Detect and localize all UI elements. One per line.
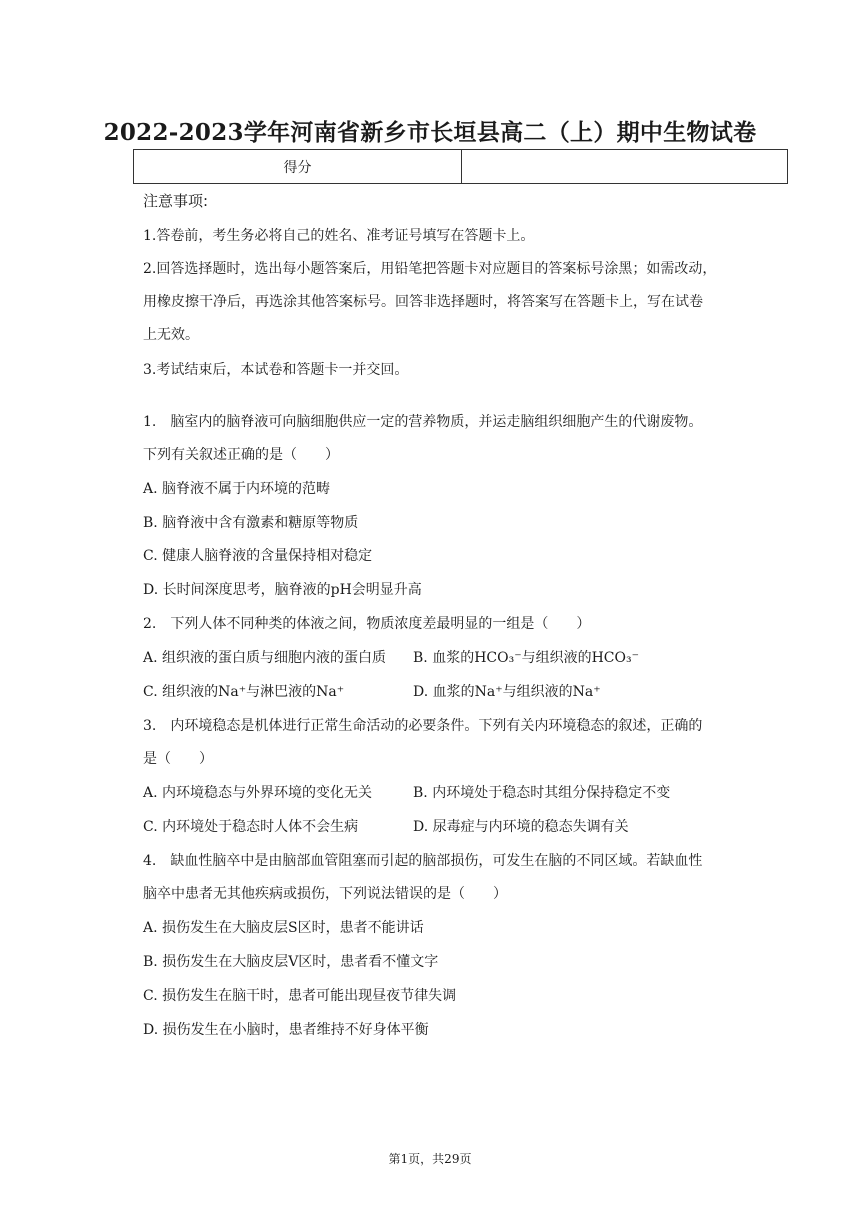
question-3-option-c: C. 内环境处于稳态时人体不会生病 [143, 819, 359, 835]
question-1-stem: 1. 脑室内的脑脊液可向脑细胞供应一定的营养物质，并运走脑组织细胞产生的代谢废物。 [143, 414, 703, 430]
question-2-option-a: A. 组织液的蛋白质与细胞内液的蛋白质 [143, 650, 387, 666]
score-table [133, 149, 788, 184]
question-3-stem-cont: 是（ ） [143, 751, 213, 767]
question-4-option-d: D. 损伤发生在小脑时，患者维持不好身体平衡 [143, 1022, 429, 1038]
page-title: 2022-2023学年河南省新乡市长垣县高二（上）期中生物试卷 [103, 119, 757, 146]
question-1-option-c: C. 健康人脑脊液的含量保持相对稳定 [143, 548, 373, 564]
notes-heading: 注意事项: [143, 192, 209, 210]
question-3-stem: 3. 内环境稳态是机体进行正常生命活动的必要条件。下列有关内环境稳态的叙述，正确的 [143, 718, 703, 734]
question-4-option-b: B. 损伤发生在大脑皮层V区时，患者看不懂文字 [143, 954, 439, 970]
question-1-option-b: B. 脑脊液中含有激素和糖原等物质 [143, 515, 359, 531]
question-2-option-d: D. 血浆的Na⁺与组织液的Na⁺ [413, 684, 601, 700]
question-1-option-d: D. 长时间深度思考，脑脊液的pH会明显升高 [143, 582, 422, 598]
notes-line: 1.答卷前，考生务必将自己的姓名、准考证号填写在答题卡上。 [143, 228, 535, 244]
score-label-cell: 得分 [134, 150, 462, 184]
notes-line: 用橡皮擦干净后，再选涂其他答案标号。回答非选择题时，将答案写在答题卡上，写在试卷 [143, 294, 703, 310]
notes-line: 3.考试结束后，本试卷和答题卡一并交回。 [143, 362, 409, 378]
question-3-option-b: B. 内环境处于稳态时其组分保持稳定不变 [413, 785, 671, 801]
question-2-stem: 2. 下列人体不同种类的体液之间，物质浓度差最明显的一组是（ ） [143, 616, 591, 632]
question-4-stem: 4. 缺血性脑卒中是由脑部血管阻塞而引起的脑部损伤，可发生在脑的不同区域。若缺血性 [143, 853, 703, 869]
notes-line: 上无效。 [143, 327, 199, 343]
question-2-option-c: C. 组织液的Na⁺与淋巴液的Na⁺ [143, 684, 345, 700]
question-2-option-b: B. 血浆的HCO₃⁻与组织液的HCO₃⁻ [413, 650, 639, 666]
score-value-cell [462, 150, 788, 184]
question-1-option-a: A. 脑脊液不属于内环境的范畴 [143, 481, 331, 497]
question-3-option-a: A. 内环境稳态与外界环境的变化无关 [143, 785, 373, 801]
question-1-stem-cont: 下列有关叙述正确的是（ ） [143, 447, 339, 463]
question-4-option-a: A. 损伤发生在大脑皮层S区时，患者不能讲话 [143, 920, 424, 936]
notes-line: 2.回答选择题时，选出每小题答案后，用铅笔把答题卡对应题目的答案标号涂黑；如需改动， [143, 261, 717, 277]
question-3-option-d: D. 尿毒症与内环境的稳态失调有关 [413, 819, 629, 835]
question-4-stem-cont: 脑卒中患者无其他疾病或损伤，下列说法错误的是（ ） [143, 886, 507, 902]
question-4-option-c: C. 损伤发生在脑干时，患者可能出现昼夜节律失调 [143, 988, 457, 1004]
page-footer: 第1页，共29页 [388, 1152, 472, 1166]
